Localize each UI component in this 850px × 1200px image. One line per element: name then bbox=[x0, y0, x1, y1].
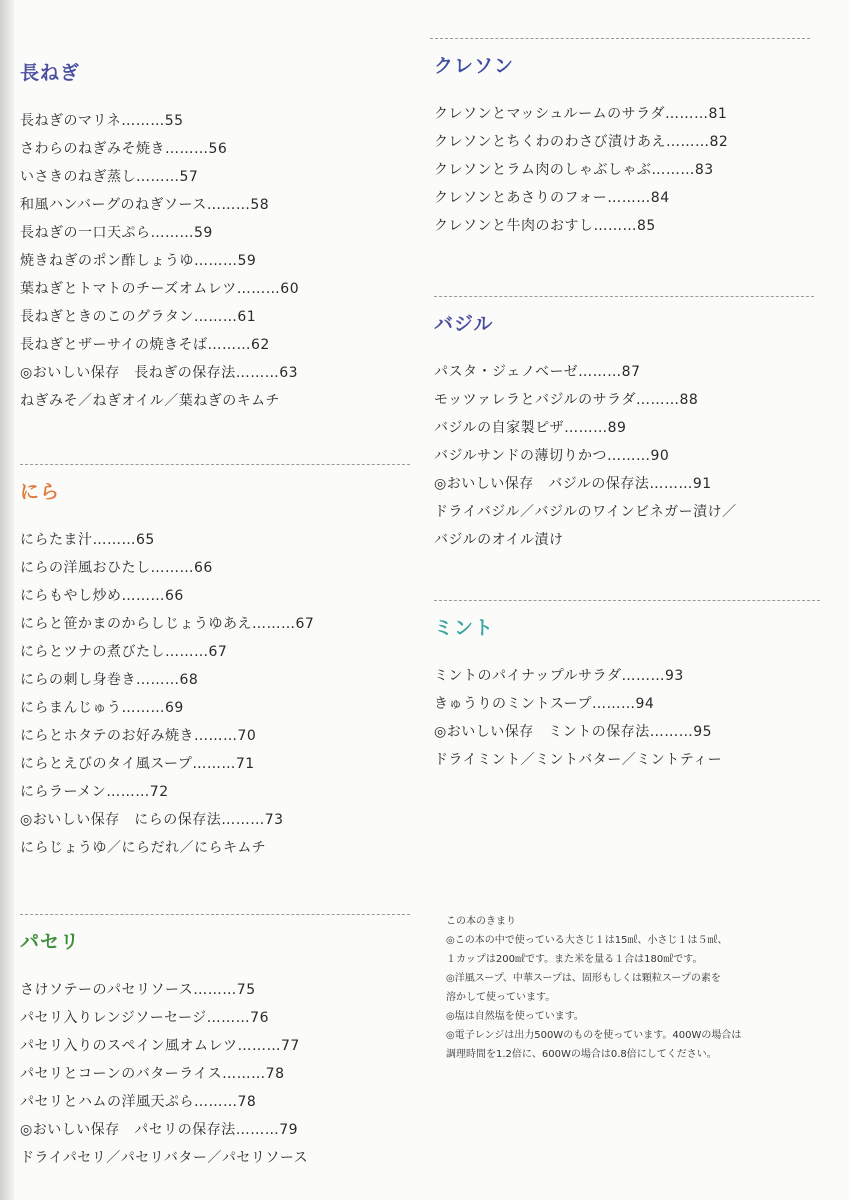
note-line: ◎電子レンジは出力500Wのものを使っています。400Wの場合は bbox=[446, 1030, 742, 1041]
toc-entry: パセリ入りレンジソーセージ………76 bbox=[20, 1010, 269, 1026]
toc-entry: クレソンとマッシュルームのサラダ………81 bbox=[434, 106, 728, 122]
toc-entry: クレソンとラム肉のしゃぶしゃぶ………83 bbox=[434, 162, 714, 178]
section-paseri bbox=[20, 914, 410, 1172]
item-list-minto bbox=[434, 662, 820, 774]
toc-entry: いさきのねぎ蒸し………57 bbox=[20, 169, 199, 185]
toc-entry: さけソテーのパセリソース………75 bbox=[20, 982, 256, 998]
toc-entry: クレソンとあさりのフォー………84 bbox=[434, 190, 670, 206]
section-nira bbox=[20, 464, 410, 862]
toc-entry: ミントのパイナップルサラダ………93 bbox=[434, 668, 684, 684]
item-list-nira bbox=[20, 526, 410, 862]
item-list-naganegi bbox=[20, 107, 410, 415]
toc-entry: パセリ入りのスペイン風オムレツ………77 bbox=[20, 1038, 300, 1054]
toc-entry: さわらのねぎみそ焼き………56 bbox=[20, 141, 228, 157]
toc-entry: にらまんじゅう………69 bbox=[20, 700, 184, 716]
toc-entry: 長ねぎのマリネ………55 bbox=[20, 113, 184, 129]
notes-lines bbox=[446, 931, 816, 1064]
toc-entry: にらの洋風おひたし………66 bbox=[20, 560, 213, 576]
toc-entry: ◎おいしい保存 ミントの保存法………95 bbox=[434, 724, 713, 740]
page-spine-shadow bbox=[0, 0, 14, 1200]
item-list-paseri bbox=[20, 976, 410, 1172]
toc-entry: にらじょうゆ／にらだれ／にらキムチ bbox=[20, 840, 267, 856]
toc-entry: ねぎみそ／ねぎオイル／葉ねぎのキムチ bbox=[20, 393, 280, 409]
toc-entry: パセリとコーンのバターライス………78 bbox=[20, 1066, 285, 1082]
toc-entry: クレソンと牛肉のおすし………85 bbox=[434, 218, 656, 234]
toc-entry: バジルサンドの薄切りかつ………90 bbox=[434, 448, 670, 464]
toc-entry: バジルのオイル漬け bbox=[434, 532, 564, 548]
toc-entry: きゅうりのミントスープ………94 bbox=[434, 696, 655, 712]
toc-entry: にらの刺し身巻き………68 bbox=[20, 672, 199, 688]
section-title-bajiru: バジル bbox=[434, 313, 494, 335]
section-title-naganegi: 長ねぎ bbox=[20, 62, 81, 84]
note-line: １カップは200㎖です。また米を量る１合は180㎖です。 bbox=[446, 954, 703, 965]
section-divider bbox=[434, 600, 820, 601]
section-title-nira: にら bbox=[20, 481, 61, 503]
toc-entry: にらとホタテのお好み焼き………70 bbox=[20, 728, 257, 744]
toc-entry: ◎おいしい保存 長ねぎの保存法………63 bbox=[20, 365, 299, 381]
section-divider bbox=[20, 914, 410, 915]
toc-entry: バジルの自家製ピザ………89 bbox=[434, 420, 627, 436]
toc-entry: にらたま汁………65 bbox=[20, 532, 155, 548]
section-kureson bbox=[430, 38, 810, 240]
toc-entry: ◎おいしい保存 バジルの保存法………91 bbox=[434, 476, 712, 492]
toc-entry: ◎おいしい保存 パセリの保存法………79 bbox=[20, 1122, 299, 1138]
toc-entry: ドライミント／ミントバター／ミントティー bbox=[434, 752, 723, 768]
toc-entry: 焼きねぎのポン酢しょうゆ………59 bbox=[20, 253, 257, 269]
toc-entry: 和風ハンバーグのねぎソース………58 bbox=[20, 197, 270, 213]
section-divider bbox=[434, 296, 814, 297]
section-title-minto: ミント bbox=[434, 617, 495, 639]
note-line: ◎塩は自然塩を使っています。 bbox=[446, 1011, 584, 1022]
section-title-kureson: クレソン bbox=[434, 55, 515, 77]
toc-entry: にらもやし炒め………66 bbox=[20, 588, 184, 604]
section-naganegi bbox=[20, 58, 410, 415]
book-rules-notes bbox=[446, 912, 816, 1064]
note-line: ◎洋風スープ、中華スープは、固形もしくは顆粒スープの素を bbox=[446, 973, 721, 984]
notes-title: この本のきまり bbox=[446, 916, 516, 927]
toc-entry: クレソンとちくわのわさび漬けあえ………82 bbox=[434, 134, 729, 150]
toc-entry: ◎おいしい保存 にらの保存法………73 bbox=[20, 812, 284, 828]
note-line: 溶かして使っています。 bbox=[446, 992, 556, 1003]
section-minto bbox=[434, 600, 820, 774]
toc-entry: パスタ・ジェノベーゼ………87 bbox=[434, 364, 641, 380]
toc-entry: 長ねぎときのこのグラタン………61 bbox=[20, 309, 257, 325]
toc-entry: 長ねぎの一口天ぷら………59 bbox=[20, 225, 213, 241]
toc-entry: ドライパセリ／パセリバター／パセリソース bbox=[20, 1150, 309, 1166]
toc-entry: にらとえびのタイ風スープ………71 bbox=[20, 756, 255, 772]
toc-entry: にらとツナの煮びたし………67 bbox=[20, 644, 228, 660]
toc-entry: モッツァレラとバジルのサラダ………88 bbox=[434, 392, 699, 408]
section-bajiru bbox=[434, 296, 814, 554]
note-line: 調理時間を1.2倍に、600Wの場合は0.8倍にしてください。 bbox=[446, 1049, 717, 1060]
toc-entry: 長ねぎとザーサイの焼きそば………62 bbox=[20, 337, 270, 353]
item-list-bajiru bbox=[434, 358, 814, 554]
toc-entry: にらラーメン………72 bbox=[20, 784, 169, 800]
toc-entry: にらと笹かまのからしじょうゆあえ………67 bbox=[20, 616, 315, 632]
toc-entry: パセリとハムの洋風天ぷら………78 bbox=[20, 1094, 257, 1110]
section-title-paseri: パセリ bbox=[20, 931, 81, 953]
note-line: ◎この本の中で使っている大さじ１は15㎖、小さじ１は５㎖、 bbox=[446, 935, 728, 946]
toc-entry: ドライバジル／バジルのワインビネガー漬け／ bbox=[434, 504, 737, 520]
toc-entry: 葉ねぎとトマトのチーズオムレツ………60 bbox=[20, 281, 300, 297]
section-divider bbox=[430, 38, 810, 39]
item-list-kureson bbox=[434, 100, 810, 240]
section-divider bbox=[20, 464, 410, 465]
